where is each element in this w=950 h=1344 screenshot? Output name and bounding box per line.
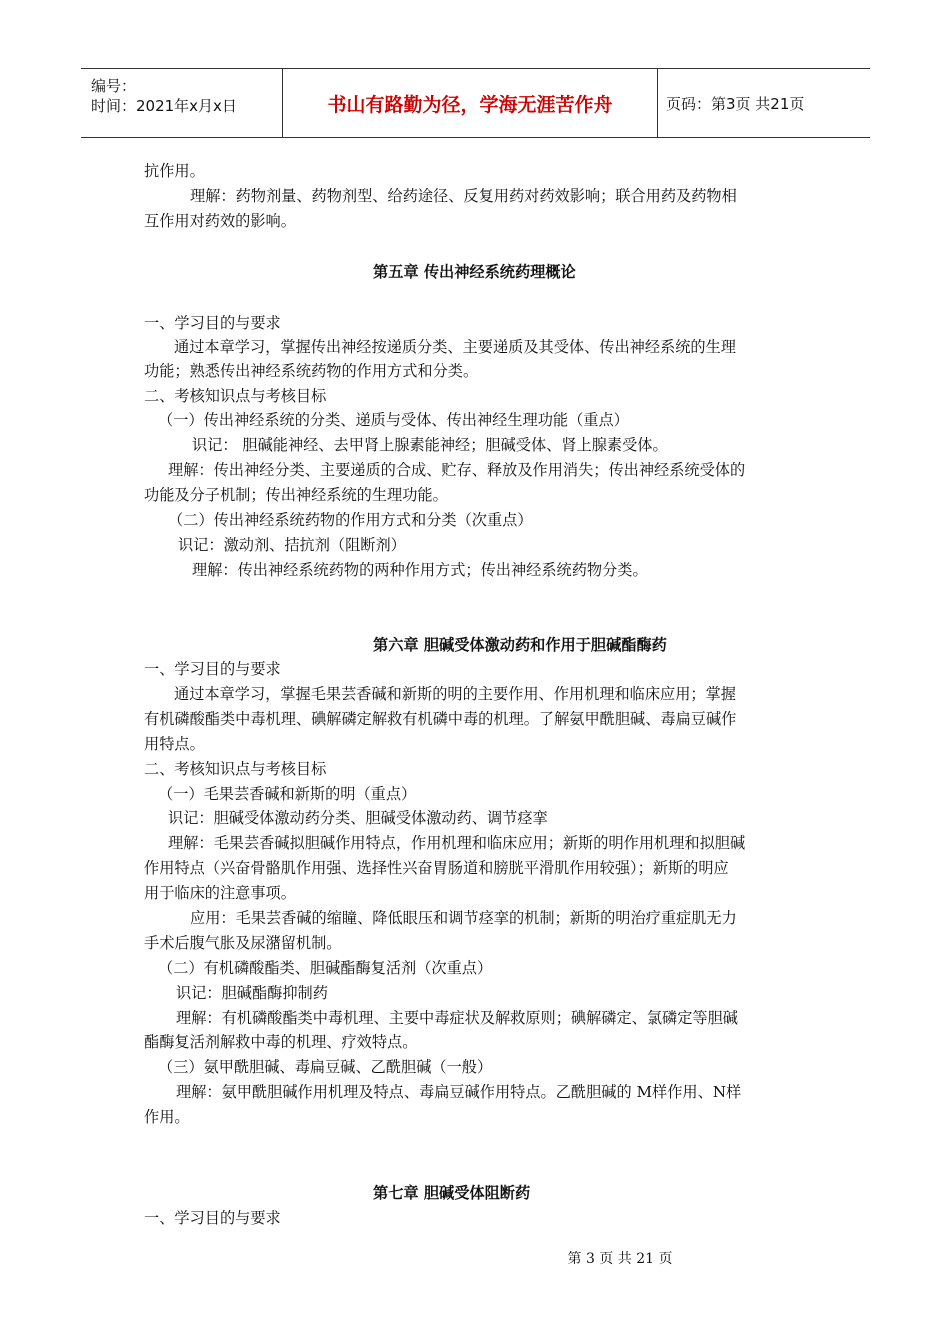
body-line: 识记：激动剂、拮抗剂（阻断剂） [178,536,406,554]
body-line: 手术后腹气胀及尿潴留机制。 [144,934,342,952]
document-date-label: 时间：2021年x月x日 [91,97,237,115]
body-line: 一、学习目的与要求 [144,1209,281,1227]
body-line: 理解：氨甲酰胆碱作用机理及特点、毒扁豆碱作用特点。乙酰胆碱的 M样作用、N样 [176,1083,742,1101]
body-line: （一）毛果芸香碱和新斯的明（重点） [158,785,417,803]
body-line: （二）有机磷酸酯类、胆碱酯酶复活剂（次重点） [158,959,493,977]
body-line: 识记：胆碱受体激动药分类、胆碱受体激动药、调节痉挛 [168,809,548,827]
body-line: 抗作用。 [144,162,205,180]
body-line: 通过本章学习，掌握毛果芸香碱和新斯的明的主要作用、作用机理和临床应用；掌握 [174,685,736,703]
body-line: 识记：胆碱酯酶抑制药 [176,984,328,1002]
body-line: 酯酶复活剂解救中毒的机理、疗效特点。 [144,1033,418,1051]
body-line: （三）氨甲酰胆碱、毒扁豆碱、乙酰胆碱（一般） [158,1058,493,1076]
chapter-heading: 第五章 传出神经系统药理概论 [373,263,576,281]
body-line: 应用：毛果芸香碱的缩瞳、降低眼压和调节痉挛的机制；新斯的明治疗重症肌无力 [190,909,737,927]
body-line: 一、学习目的与要求 [144,314,281,332]
body-line: 通过本章学习，掌握传出神经按递质分类、主要递质及其受体、传出神经系统的生理 [174,338,736,356]
chapter-heading: 第六章 胆碱受体激动药和作用于胆碱酯酶药 [373,636,667,654]
body-line: 有机磷酸酯类中毒机理、碘解磷定解救有机磷中毒的机理。了解氨甲酰胆碱、毒扁豆碱作 [144,710,737,728]
body-line: 用于临床的注意事项。 [144,884,296,902]
body-line: 功能；熟悉传出神经系统药物的作用方式和分类。 [144,362,479,380]
body-line: （一）传出神经系统的分类、递质与受体、传出神经生理功能（重点） [158,411,629,429]
body-line: 理解：传出神经系统药物的两种作用方式；传出神经系统药物分类。 [192,561,648,579]
body-line: 理解：传出神经分类、主要递质的合成、贮存、释放及作用消失；传出神经系统受体的 [168,461,746,479]
body-line: 理解：毛果芸香碱拟胆碱作用特点，作用机理和临床应用；新斯的明作用机理和拟胆碱 [168,834,746,852]
page-header [81,68,870,138]
header-motto: 书山有路勤为径，学海无涯苦作舟 [327,93,613,116]
header-left-cell [81,69,283,137]
body-line: 作用特点（兴奋骨骼肌作用强、选择性兴奋胃肠道和膀胱平滑肌作用较强）；新斯的明应 [144,859,729,877]
chapter-heading: 第七章 胆碱受体阻断药 [373,1184,531,1202]
header-page-info: 页码：第3页 共21页 [666,94,805,113]
header-page-cell [658,69,870,137]
body-line: 用特点。 [144,735,205,753]
body-line: 一、学习目的与要求 [144,660,281,678]
body-line: 功能及分子机制；传出神经系统的生理功能。 [144,486,448,504]
body-line: （二）传出神经系统药物的作用方式和分类（次重点） [168,511,533,529]
body-line: 互作用对药效的影响。 [144,212,296,230]
header-motto-cell [283,69,658,137]
document-number-label: 编号： [91,77,137,95]
body-line: 识记： 胆碱能神经、去甲肾上腺素能神经；胆碱受体、肾上腺素受体。 [192,436,668,454]
body-line: 作用。 [144,1108,190,1126]
page-footer [0,1248,950,1268]
body-line: 理解：药物剂量、药物剂型、给药途径、反复用药对药效影响；联合用药及药物相 [190,187,737,205]
body-line: 二、考核知识点与考核目标 [144,387,327,405]
footer-page-number: 第 3 页 共 21 页 [567,1251,673,1267]
body-line: 理解：有机磷酸酯类中毒机理、主要中毒症状及解救原则；碘解磷定、氯磷定等胆碱 [176,1009,738,1027]
body-line: 二、考核知识点与考核目标 [144,760,327,778]
